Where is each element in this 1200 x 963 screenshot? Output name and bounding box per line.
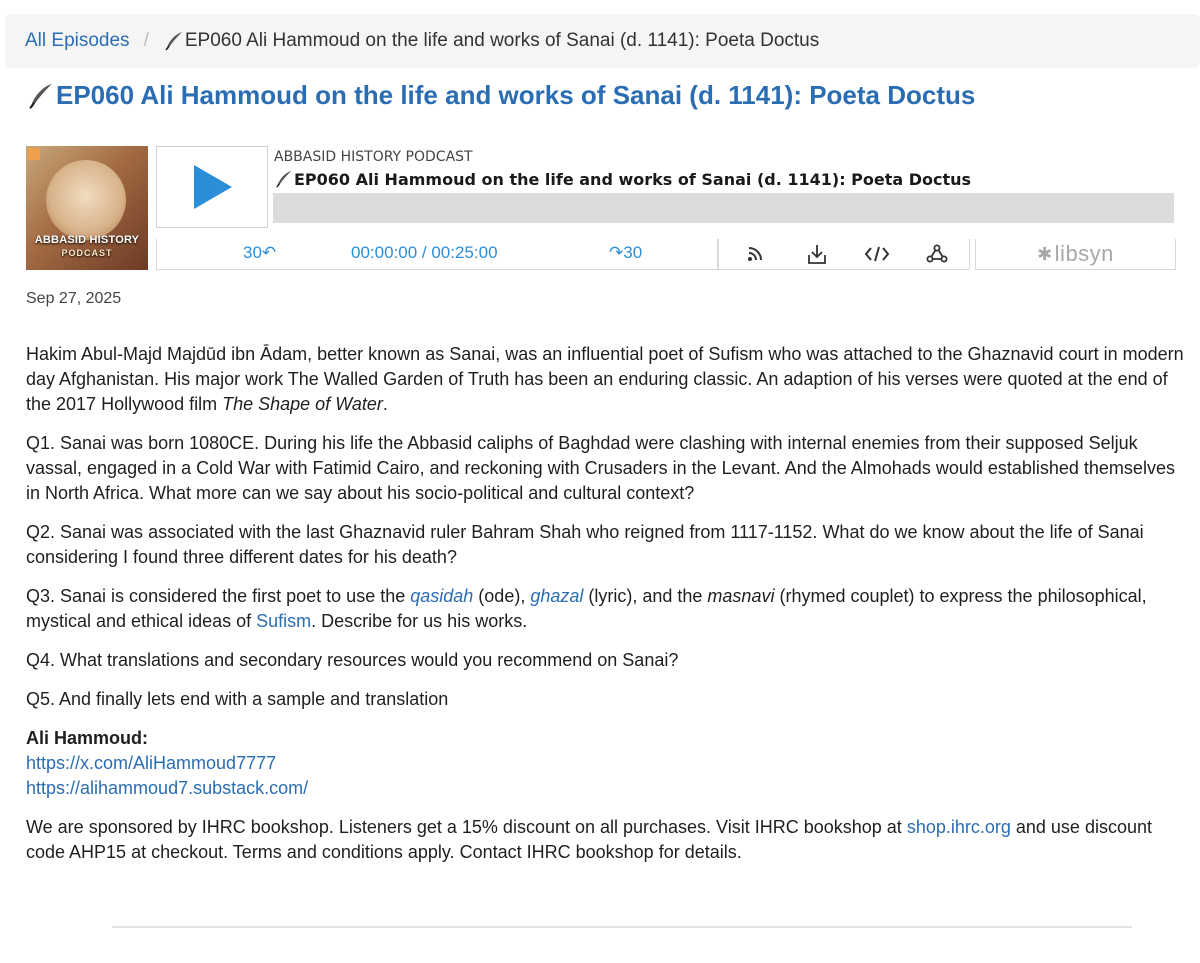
- cover-portrait: [46, 160, 126, 240]
- intro-text: Hakim Abul-Majd Majdūd ibn Ādam, better known as Sanai, was an influential poet of Sufism who was attached to the Ghaznavid court in modern day Afghanistan. His major work The Walled Garden of Truth has been an enduring classic. An adaption of his verses were quoted at the end of the 2017 Hollywood film: [26, 344, 1184, 414]
- play-button[interactable]: [156, 146, 268, 228]
- time-display: 00:00:00 / 00:25:00: [351, 243, 498, 262]
- intro-end: .: [382, 394, 388, 414]
- libsyn-logo[interactable]: [975, 239, 1176, 270]
- q3-text-3: (lyric), and the: [583, 586, 708, 606]
- q3-text-2: (ode),: [473, 586, 531, 606]
- ghazal-link[interactable]: [530, 586, 583, 606]
- libsyn-mark-icon: ✱: [1037, 243, 1053, 264]
- question-3: [26, 584, 1191, 634]
- breadcrumb-current: [163, 30, 819, 52]
- question-5: Q5. And finally lets end with a sample and translation: [26, 689, 449, 709]
- quill-icon: [163, 30, 185, 52]
- share-button[interactable]: [923, 241, 951, 267]
- breadcrumb-current-label: EP060 Ali Hammoud on the life and works of Sanai (d. 1141): Poeta Doctus: [184, 30, 820, 51]
- quill-icon: [274, 169, 294, 189]
- player-podcast-name: ABBASID HISTORY PODCAST: [274, 149, 473, 165]
- rewind-30-button[interactable]: 30↶: [243, 243, 277, 262]
- embed-button[interactable]: [863, 241, 891, 267]
- guest-substack-link[interactable]: https://alihammoud7.substack.com/: [26, 778, 309, 798]
- q3-text-1: Q3. Sanai is considered the first poet to use the: [26, 586, 411, 606]
- guest-name: Ali Hammoud:: [26, 728, 149, 748]
- question-2: Q2. Sanai was associated with the last Ghaznavid ruler Bahram Shah who reigned from 1117-1152. What do we know about the life of Sanai considering I found three different dates for his death?: [26, 522, 1144, 567]
- breadcrumb-separator: /: [143, 30, 149, 51]
- qasidah-link[interactable]: [410, 586, 473, 606]
- rss-badge-icon: [28, 148, 40, 160]
- masnavi-term: masnavi: [707, 586, 775, 606]
- download-button[interactable]: [803, 241, 831, 267]
- player-tools: [718, 239, 970, 270]
- qasidah-label: qasidah: [410, 586, 474, 606]
- sponsor-text-2: and use discount code AHP15 at checkout. Terms and conditions apply. Contact IHRC bookshop for details.: [26, 817, 1152, 862]
- podcast-cover-art: [26, 146, 148, 270]
- intro-paragraph: [26, 342, 1191, 417]
- libsyn-brand: libsyn: [1054, 241, 1114, 266]
- rss-icon: [746, 245, 764, 263]
- question-4: Q4. What translations and secondary resources would you recommend on Sanai?: [26, 650, 679, 670]
- q3-text-4: (rhymed couplet) to express the philosophical, mystical and ethical ideas of: [26, 586, 1147, 631]
- episode-date: Sep 27, 2025: [26, 290, 122, 307]
- ihrc-shop-link[interactable]: shop.ihrc.org: [906, 817, 1011, 837]
- player-episode-title-label: EP060 Ali Hammoud on the life and works of Sanai (d. 1141): Poeta Doctus: [294, 169, 972, 189]
- quill-icon: [26, 81, 56, 111]
- download-icon: [807, 243, 827, 265]
- guest-x-link[interactable]: https://x.com/AliHammoud7777: [26, 753, 277, 773]
- film-title: The Shape of Water: [222, 394, 383, 414]
- ghazal-label: ghazal: [530, 586, 584, 606]
- cover-title: ABBASID HISTORY: [34, 234, 140, 246]
- page-title-label: EP060 Ali Hammoud on the life and works of Sanai (d. 1141): Poeta Doctus: [56, 80, 976, 110]
- divider: [112, 926, 1132, 928]
- embed-code-icon: [864, 245, 890, 263]
- sponsor-paragraph: [26, 815, 1191, 865]
- breadcrumb: [5, 14, 1200, 68]
- sufism-link[interactable]: Sufism: [256, 611, 312, 631]
- cover-subtitle: PODCAST: [61, 248, 113, 258]
- playback-controls: [156, 239, 718, 270]
- page-title[interactable]: [26, 80, 975, 111]
- rss-feed-button[interactable]: [741, 241, 769, 267]
- progress-bar[interactable]: [273, 193, 1174, 223]
- share-icon: [926, 244, 948, 264]
- play-icon: [190, 163, 234, 211]
- forward-30-button[interactable]: ↷30: [609, 243, 643, 262]
- q3-text-5: . Describe for us his works.: [311, 611, 528, 631]
- episode-description: [26, 342, 1191, 879]
- sponsor-text-1: We are sponsored by IHRC bookshop. Listeners get a 15% discount on all purchases. Visit IHRC bookshop at: [26, 817, 907, 837]
- player-episode-title: [274, 169, 971, 189]
- question-1: Q1. Sanai was born 1080CE. During his life the Abbasid caliphs of Baghdad were clashing with internal enemies from their supposed Seljuk vassal, engaged in a Cold War with Fatimid Cairo, and reckoning with Crusaders in the Levant. And the Almohads would established themselves in North Africa. What more can we say about his socio-political and cultural context?: [26, 433, 1175, 503]
- guest-info: [26, 726, 1191, 801]
- breadcrumb-all-episodes-link[interactable]: All Episodes: [25, 30, 130, 51]
- podcast-player: [24, 146, 1176, 272]
